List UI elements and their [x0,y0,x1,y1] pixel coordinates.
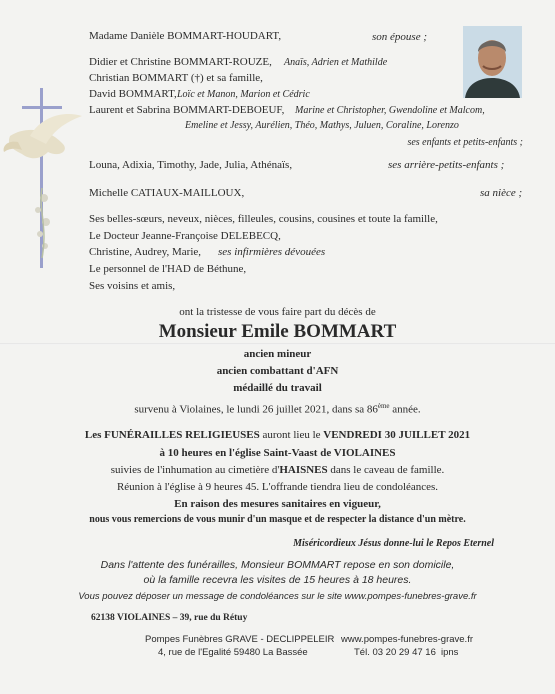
others-line-3-role: ses infirmières dévouées [218,246,326,258]
footer-company: Pompes Funèbres GRAVE - DECLIPPELEIR [145,634,335,645]
great-grandchildren-role: ses arrière-petits-enfants ; [388,159,505,171]
child-3-grandchildren: Loïc et Manon, Marion et Cédric [177,89,310,100]
footer-address: 4, rue de l'Egalité 59480 La Bassée [158,647,308,658]
funeral-line-1: Les FUNÉRAILLES RELIGIEUSES auront lieu le VENDREDI 30 JUILLET 2021 [84,429,471,441]
child-1-names: Didier et Christine BOMMART-ROUZE, [89,56,272,68]
funeral-line-3: suivies de l'inhumation au cimetière d'HAISNES dans le caveau de famille. [110,464,445,476]
child-4-names: Laurent et Sabrina BOMMART-DEBOEUF, [89,104,285,116]
footer-phone: Tél. 03 20 29 47 16 [354,647,436,658]
title-1: ancien mineur [243,348,312,360]
child-4-grandchildren: Marine et Christopher, Gwendoline et Malcom, [295,105,485,116]
fold-divider [0,343,555,345]
home-address: 62138 VIOLAINES – 39, rue du Rétuy [91,613,248,623]
niece-role: sa nièce ; [480,187,523,199]
deceased-photo [463,26,522,98]
spouse-name: Madame Danièle BOMMART-HOUDART, [89,30,282,42]
great-grandchildren-names: Louna, Adixia, Timothy, Jade, Julia, Athénaïs, [89,159,293,171]
funeral-line-4: Réunion à l'église à 9 heures 45. L'offrande tiendra lieu de condoléances. [116,481,439,493]
others-line-2: Le Docteur Jeanne-Françoise DELEBECQ, [89,230,281,242]
child-4-grandchildren-2: Emeline et Jessy, Aurélien, Théo, Mathys, Juluen, Coraline, Lorenzo [185,120,459,131]
child-3-names: David BOMMART, [89,88,177,100]
repose-line-2: où la famille recevra les visites de 15 heures à 18 heures. [143,574,412,586]
announcement-intro: ont la tristesse de vous faire part du décès de [179,306,376,318]
death-date: survenu à Violaines, le lundi 26 juillet 2021, dans sa 86ème année. [134,402,421,416]
prayer: Miséricordieux Jésus donne-lui le Repos Eternel [293,538,494,549]
spouse-role: son épouse ; [372,31,427,43]
title-3: médaillé du travail [233,382,322,394]
funeral-line-2: à 10 heures en l'église Saint-Vaast de VIOLAINES [159,447,396,459]
online-condolences: Vous pouvez déposer un message de condoléances sur le site www.pompes-funebres-grave.fr [78,591,477,602]
niece-name: Michelle CATIAUX-MAILLOUX, [89,187,245,199]
footer-suffix: ipns [441,647,459,658]
child-1-grandchildren: Anaïs, Adrien et Mathilde [284,57,388,68]
funeral-line-6: nous vous remercions de vous munir d'un masque et de respecter la distance d'un mètre. [89,514,466,525]
children-role: ses enfants et petits-enfants ; [407,137,523,148]
others-line-3-names: Christine, Audrey, Marie, [89,246,202,258]
deceased-name: Monsieur Emile BOMMART [158,321,397,342]
others-line-4: Le personnel de l'HAD de Béthune, [89,263,247,275]
cross-dove-icon [0,88,90,288]
title-2: ancien combattant d'AFN [216,365,339,377]
footer-website: www.pompes-funebres-grave.fr [341,634,473,645]
child-2: Christian BOMMART (†) et sa famille, [89,72,263,84]
others-line-5: Ses voisins et amis, [89,280,176,292]
repose-line-1: Dans l'attente des funérailles, Monsieur BOMMART repose en son domicile, [100,559,455,571]
others-line-1: Ses belles-sœurs, neveux, nièces, filleules, cousins, cousines et toute la famille, [89,213,438,225]
funeral-line-5: En raison des mesures sanitaires en vigueur, [174,498,381,510]
